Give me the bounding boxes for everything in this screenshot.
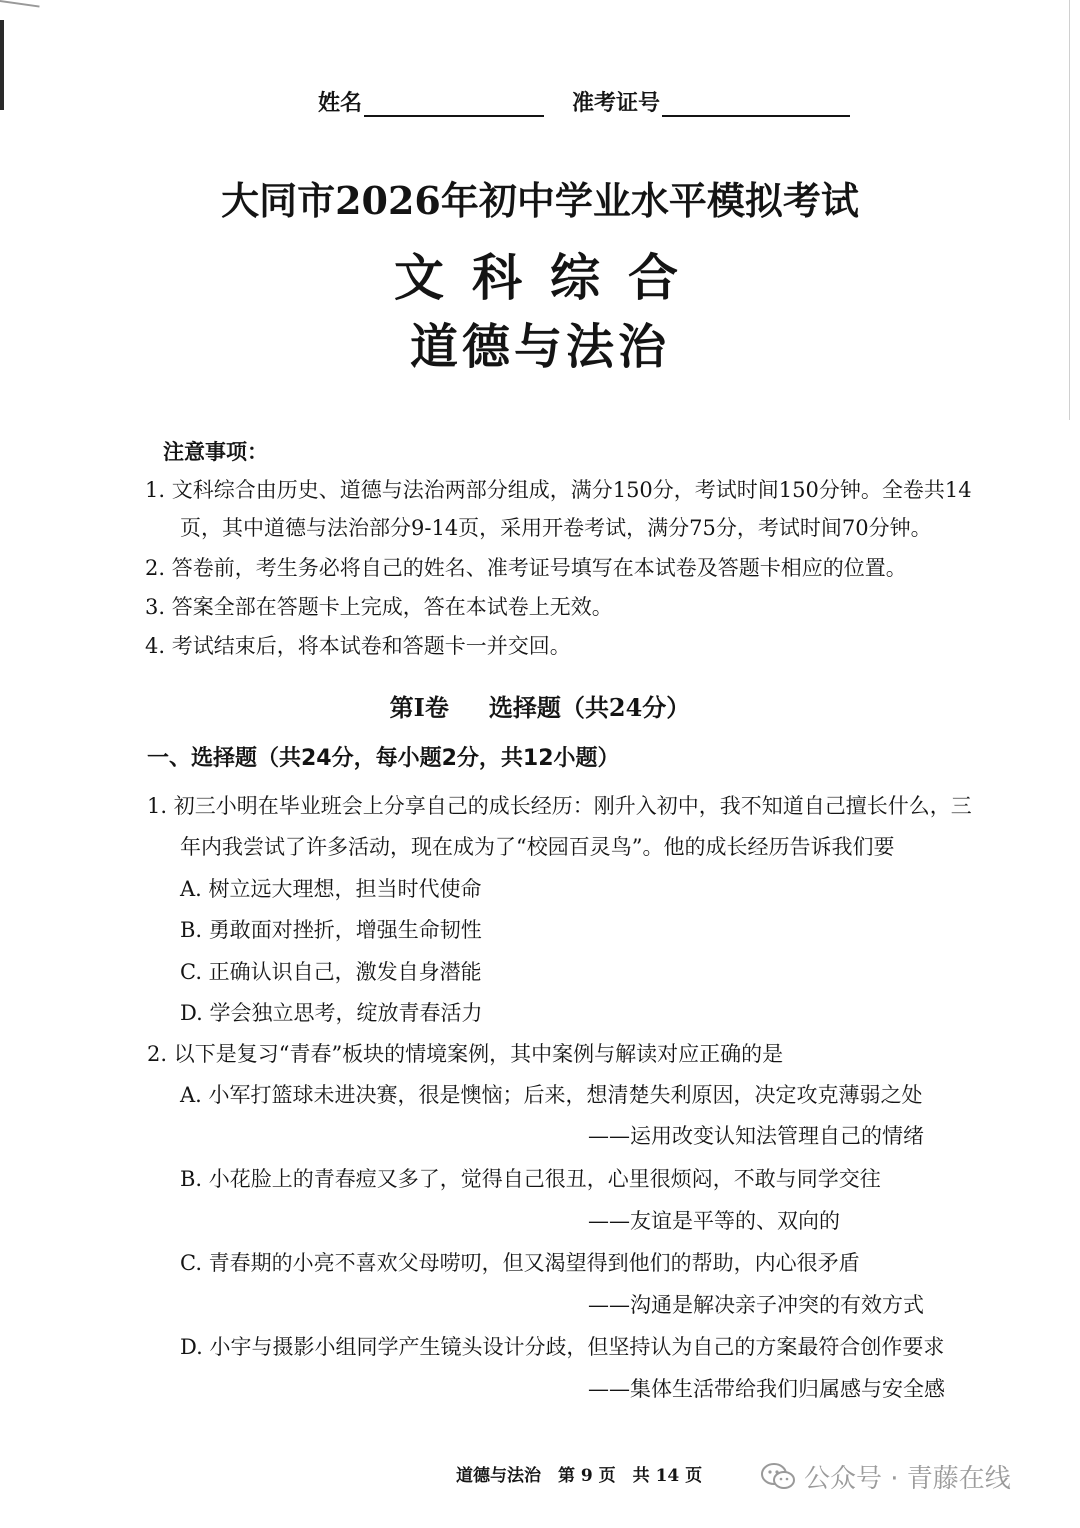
q2-option-c-reading: ——沟通是解决亲子冲突的有效方式: [588, 1293, 924, 1317]
watermark-text: 公众号 · 青藤在线: [804, 1464, 1011, 1494]
wechat-icon: [760, 1462, 796, 1492]
name-label: 姓名: [318, 90, 363, 116]
notice-item-3: 3. 答案全部在答题卡上完成，答在本试卷上无效。: [145, 595, 613, 619]
subject-title: 文科综合: [394, 248, 706, 307]
q1-stem-line2: 年内我尝试了许多活动，现在成为了“校园百灵鸟”。他的成长经历告诉我们要: [180, 835, 895, 859]
notice-item-1-cont: 页，其中道德与法治部分9-14页，采用开卷考试，满分75分，考试时间70分钟。: [180, 516, 932, 540]
q2-option-b-case: B. 小花脸上的青春痘又多了，觉得自己很丑，心里很烦闷，不敢与同学交往: [180, 1167, 881, 1191]
section-heading: [0, 688, 1080, 723]
q2-stem: 2. 以下是复习“青春”板块的情境案例，其中案例与解读对应正确的是: [147, 1042, 784, 1066]
exam-id-blank-line: [662, 115, 850, 117]
exam-id-field: [572, 86, 850, 117]
section-title: 选择题（共24分）: [488, 693, 691, 722]
notice-item-4: 4. 考试结束后，将本试卷和答题卡一并交回。: [145, 634, 571, 658]
exam-id-label: 准考证号: [572, 90, 661, 116]
q1-option-a: A. 树立远大理想，担当时代使命: [180, 877, 482, 901]
notice-item-2: 2. 答卷前，考生务必将自己的姓名、准考证号填写在本试卷及答题卡相应的位置。: [145, 556, 907, 580]
q2-option-a-case: A. 小军打篮球未进决赛，很是懊恼；后来，想清楚失利原因，决定攻克薄弱之处: [180, 1083, 923, 1107]
q2-option-d-case: D. 小宇与摄影小组同学产生镜头设计分歧，但坚持认为自己的方案最符合创作要求: [180, 1335, 945, 1359]
part-title: 道德与法治: [409, 319, 670, 375]
notice-heading: 注意事项：: [163, 439, 268, 464]
q2-option-d-reading: ——集体生活带给我们归属感与安全感: [588, 1377, 945, 1401]
q1-option-c: C. 正确认识自己，激发自身潜能: [180, 960, 482, 984]
q2-option-a-reading: ——运用改变认知法管理自己的情绪: [588, 1124, 924, 1148]
q1-stem-line1: 1. 初三小明在毕业班会上分享自己的成长经历：刚升入初中，我不知道自己擅长什么，三: [147, 794, 972, 818]
scan-edge-shadow: [0, 20, 4, 110]
volume-label: 第Ⅰ卷: [389, 693, 449, 722]
scan-corner-mark: [0, 0, 40, 8]
notice-item-1: 1. 文科综合由历史、道德与法治两部分组成，满分150分，考试时间150分钟。全卷共14: [145, 478, 972, 502]
part-heading: 一、选择题（共24分，每小题2分，共12小题）: [147, 746, 620, 771]
name-field: [318, 86, 544, 117]
page-footer: 道德与法治 第 9 页 共 14 页: [456, 1466, 703, 1486]
name-blank-line: [364, 115, 544, 117]
q2-option-b-reading: ——友谊是平等的、双向的: [588, 1209, 840, 1233]
q1-option-b: B. 勇敢面对挫折，增强生命韧性: [180, 918, 482, 942]
q2-option-c-case: C. 青春期的小亮不喜欢父母唠叨，但又渴望得到他们的帮助，内心很矛盾: [180, 1251, 860, 1275]
exam-title: 大同市2026年初中学业水平模拟考试: [221, 178, 859, 223]
q1-option-d: D. 学会独立思考，绽放青春活力: [180, 1001, 483, 1025]
watermark: [760, 1458, 1011, 1495]
